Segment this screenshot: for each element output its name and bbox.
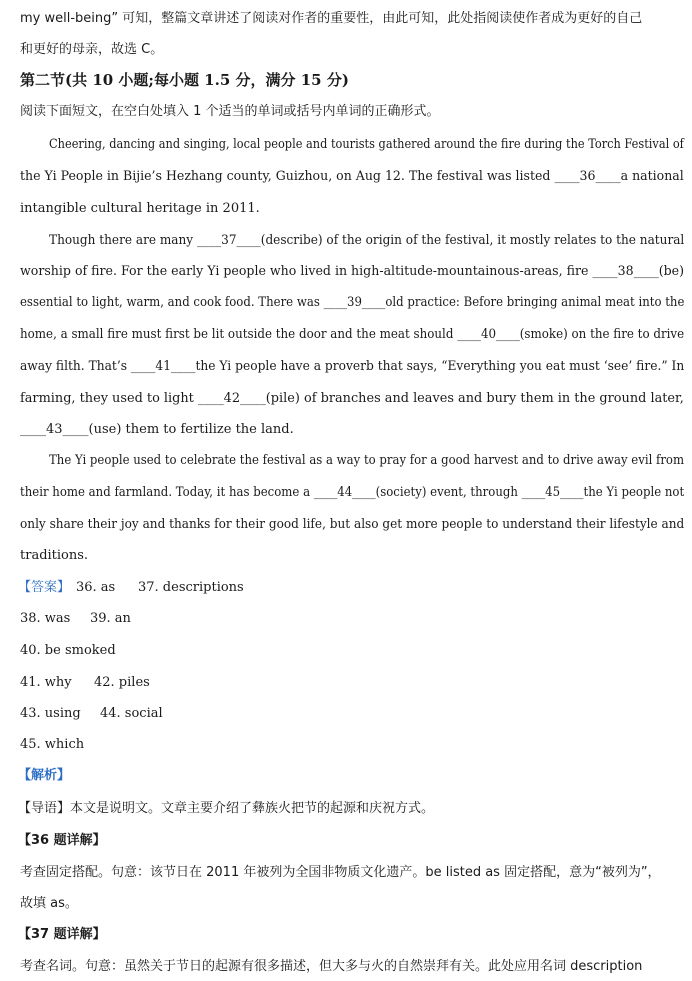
section-title: 第二节(共 10 小题;每小题 1.5 分，满分 15 分) [20, 71, 349, 89]
passage-p2-line-5: away filth. That’s ____41____the Yi people have a proverb that says, “Everything you eat must ‘see’ fire.” In [20, 359, 685, 374]
answer-label: 【答案】 [18, 580, 71, 595]
q37-title: 【37 题详解】 [18, 927, 106, 942]
answer-42: 42. piles [94, 675, 150, 690]
q37-line-1: 考查名词。句意：虽然关于节日的起源有很多描述，但大多与火的自然崇拜有关。此处应用名词 description [20, 959, 643, 974]
passage-p3-line-1: The Yi people used to celebrate the festival as a way to pray for a good harvest and to drive away evil from [49, 453, 685, 468]
passage-p3-line-4: traditions. [20, 548, 89, 563]
q36-line-1: 考查固定搭配。句意：该节日在 2011 年被列为全国非物质文化遗产。be listed as 固定搭配，意为“被列为”， [20, 865, 661, 880]
intro-line-2: 和更好的母亲，故选 C。 [20, 42, 164, 57]
passage-p1-line-2: the Yi People in Bijie’s Hezhang county, Guizhou, on Aug 12. The festival was listed ____36____a national [20, 169, 684, 184]
answer-43: 43. using [20, 706, 81, 721]
answer-36: 36. as [76, 580, 116, 595]
passage-p3-line-3: only share their joy and thanks for their good life, but also get more people to understand their lifestyle and [20, 517, 685, 532]
passage-p2-line-7: ____43____(use) them to fertilize the land. [20, 422, 294, 437]
analysis-label: 【解析】 [18, 768, 71, 783]
answer-40: 40. be smoked [20, 643, 116, 658]
passage-p2-line-3: essential to light, warm, and cook food. There was ____39____old practice: Before bringing animal meat into the [20, 295, 685, 310]
answer-37: 37. descriptions [138, 580, 244, 595]
passage-p1-line-1: Cheering, dancing and singing, local people and tourists gathered around the fire during the Torch Festival of [49, 137, 684, 152]
answer-41: 41. why [20, 675, 72, 690]
intro-line-1: my well-being” 可知，整篇文章讲述了阅读对作者的重要性，由此可知，此处指阅读使作者成为更好的自己 [20, 11, 643, 26]
q36-title: 【36 题详解】 [18, 833, 106, 848]
passage-p2-line-6: farming, they used to light ____42____(pile) of branches and leaves and bury them in the ground later, [20, 391, 684, 406]
analysis-guide: 【导语】本文是说明文。文章主要介绍了彝族火把节的起源和庆祝方式。 [18, 801, 435, 816]
passage-p3-line-2: their home and farmland. Today, it has become a ____44____(society) event, through ____45____the Yi people not [20, 485, 685, 500]
answer-39: 39. an [90, 611, 131, 626]
section-instruction: 阅读下面短文，在空白处填入 1 个适当的单词或括号内单词的正确形式。 [20, 104, 440, 119]
passage-p2-line-2: worship of fire. For the early Yi people who lived in high-altitude-mountainous-areas, fire ____38____(be) [20, 264, 685, 279]
passage-p2-line-1: Though there are many ____37____(describe) of the origin of the festival, it mostly relates to the natural [49, 233, 685, 248]
answer-45: 45. which [20, 737, 85, 752]
q36-line-2: 故填 as。 [20, 896, 78, 911]
passage-p2-line-4: home, a small fire must first be lit outside the door and the meat should ____40____(smoke) on the fire to drive [20, 327, 685, 342]
passage-p1-line-3: intangible cultural heritage in 2011. [20, 201, 260, 216]
answer-38: 38. was [20, 611, 71, 626]
answer-44: 44. social [100, 706, 163, 721]
